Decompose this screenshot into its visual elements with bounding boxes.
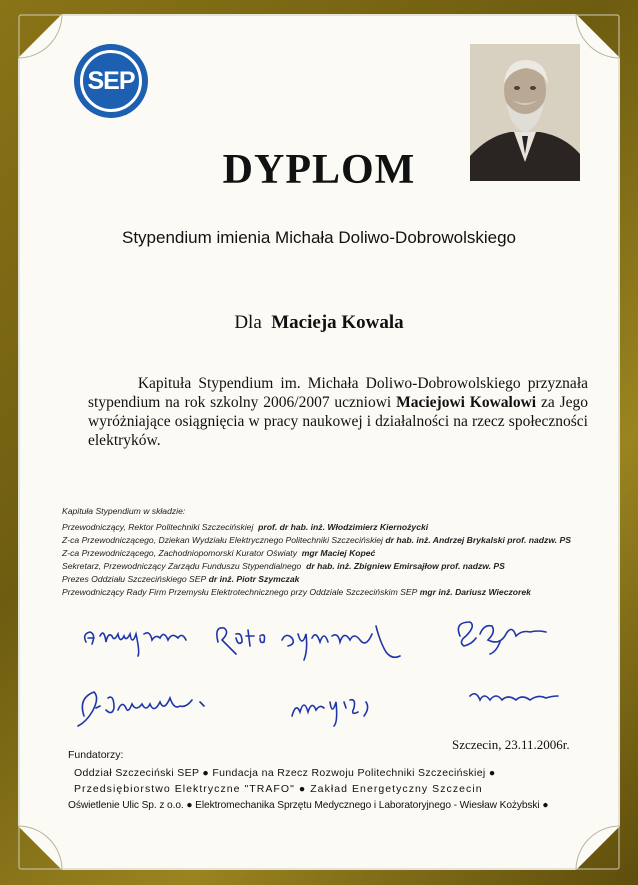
member-role: Sekretarz, Przewodniczący Zarządu Funduszu Stypendialnego (62, 561, 302, 571)
award-text-name: Maciejowi Kowalowi (396, 394, 537, 411)
recipient-name: Macieja Kowala (271, 312, 404, 333)
founders-heading: Fundatorzy: (68, 749, 124, 761)
member-name: mgr Maciej Kopeć (301, 548, 376, 558)
diploma-title: DYPLOM (222, 147, 416, 193)
founders-line: Przedsiębiorstwo Elektryczne "TRAFO" ● Zakład Energetyczny Szczecin (74, 783, 483, 795)
recipient-line (0, 312, 638, 334)
member-role: Prezes Oddziału Szczecińskiego SEP (62, 574, 207, 584)
member-name: dr hab. inż. Andrzej Brykalski prof. nadzw. PS (385, 535, 571, 545)
chapter-member (62, 548, 375, 558)
chapter-member (62, 574, 299, 584)
chapter-heading: Kapituła Stypendium w składzie: (62, 506, 186, 516)
award-text-part2: za Jego wyróżniające osiągnięcia w pracy naukowej i działalności na rzecz społeczności elektryków. (88, 394, 589, 449)
place-and-date: Szczecin, 23.11.2006r. (452, 737, 570, 752)
member-role: Z-ca Przewodniczącego, Zachodniopomorski Kurator Oświaty (62, 548, 297, 558)
chapter-member (62, 561, 505, 571)
member-role: Z-ca Przewodniczącego, Dziekan Wydziału Elektrycznego Politechniki Szczecińskiej (62, 535, 383, 545)
member-role: Przewodniczący, Rektor Politechniki Szczecińskiej (62, 522, 254, 532)
member-name: dr hab. inż. Zbigniew Emirsajłow prof. nadzw. PS (306, 561, 505, 571)
recipient-prefix: Dla (234, 312, 262, 333)
award-text (88, 374, 588, 450)
sep-logo (74, 44, 148, 118)
chapter-member (62, 535, 571, 545)
member-name: prof. dr hab. inż. Włodzimierz Kiernożycki (258, 522, 429, 532)
founders-line: Oddział Szczeciński SEP ● Fundacja na Rzecz Rozwoju Politechniki Szczecińskiej ● (74, 767, 496, 779)
chapter-member (62, 587, 531, 597)
member-name: mgr inż. Dariusz Wieczorek (419, 587, 531, 597)
logo-text: SEP (87, 66, 135, 95)
founders-line: Oświetlenie Ulic Sp. z o.o. ● Elektromechanika Sprzętu Medycznego i Laboratoryjnego - Wiesław Kożybski ● (68, 800, 549, 811)
scholarship-name: Stypendium imienia Michała Doliwo-Dobrowolskiego (121, 228, 516, 247)
member-role: Przewodniczący Rady Firm Przemysłu Elektrotechnicznego przy Oddziale Szczecińskim SEP (62, 587, 418, 597)
member-name: dr inż. Piotr Szymczak (208, 574, 300, 584)
signatures (60, 612, 580, 732)
award-text-part1: Kapituła Stypendium im. Michała Doliwo-Dobrowolskiego przyznała stypendium na rok szkolny 2006/2007 uczniowi (88, 375, 588, 411)
chapter-member (62, 522, 428, 532)
